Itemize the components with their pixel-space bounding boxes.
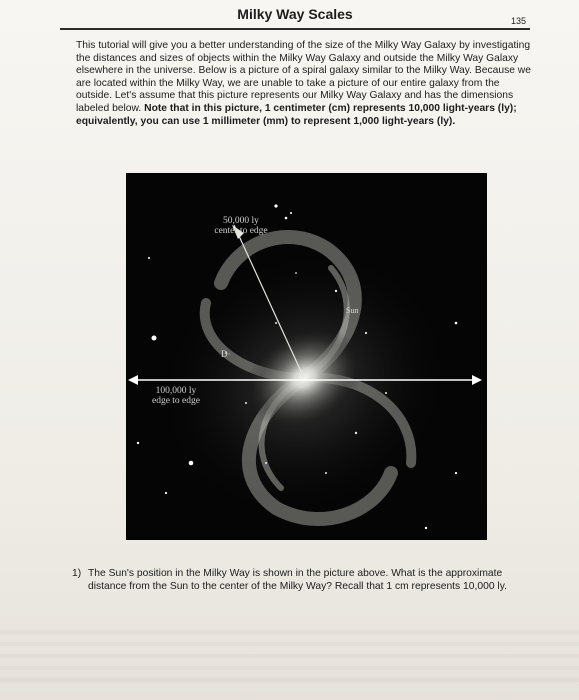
radius-label-desc: center to edge xyxy=(214,226,268,236)
diameter-arrow-left-head xyxy=(128,375,138,385)
d-label: D· xyxy=(221,349,231,359)
sun-label: Sun xyxy=(346,306,359,315)
diameter-label-desc: edge to edge xyxy=(151,396,200,406)
page-number: 135 xyxy=(510,16,526,26)
d-label-text: D xyxy=(221,349,228,359)
radius-label xyxy=(196,216,286,236)
label-star xyxy=(274,204,277,207)
intro-text: This tutorial will give you a better understanding of the size of the Milky Way Galaxy by investigating the distances and sizes of objects within the Milky Way Galaxy and outside the Milky Way Galaxy elsewhere in the universe. Below is a picture of a spiral galaxy similar to the Milky Way. Because we are located within the Milky Way, we are unable to take a picture of our entire galaxy from the outside. Let's assume that this picture represents our Milky Way Galaxy and has the dimensions labeled below. xyxy=(76,40,531,114)
radius-label-value: 50,000 ly xyxy=(223,216,259,226)
bleed-through-text xyxy=(0,630,579,690)
diameter-arrow-right-head xyxy=(472,375,482,385)
intro-bold-note: Note that in this picture, 1 centimeter (cm) represents 10,000 light-years (ly); equivalently, you can use 1 millimeter (mm) to represent 1,000 light-years (ly). xyxy=(76,102,517,127)
page-header xyxy=(60,4,530,30)
intro-paragraph xyxy=(76,40,536,128)
diameter-label xyxy=(131,386,221,406)
question-1 xyxy=(72,567,542,593)
galaxy-figure xyxy=(126,173,487,540)
page-title: Milky Way Scales xyxy=(237,6,353,22)
question-text: The Sun's position in the Milky Way is shown in the picture above. What is the approximate distance from the Sun to the center of the Milky Way? Recall that 1 cm represents 10,000 ly. xyxy=(88,568,507,592)
diameter-label-value: 100,000 ly xyxy=(155,386,197,396)
galaxy-image xyxy=(126,173,487,540)
question-number: 1) xyxy=(72,568,82,579)
